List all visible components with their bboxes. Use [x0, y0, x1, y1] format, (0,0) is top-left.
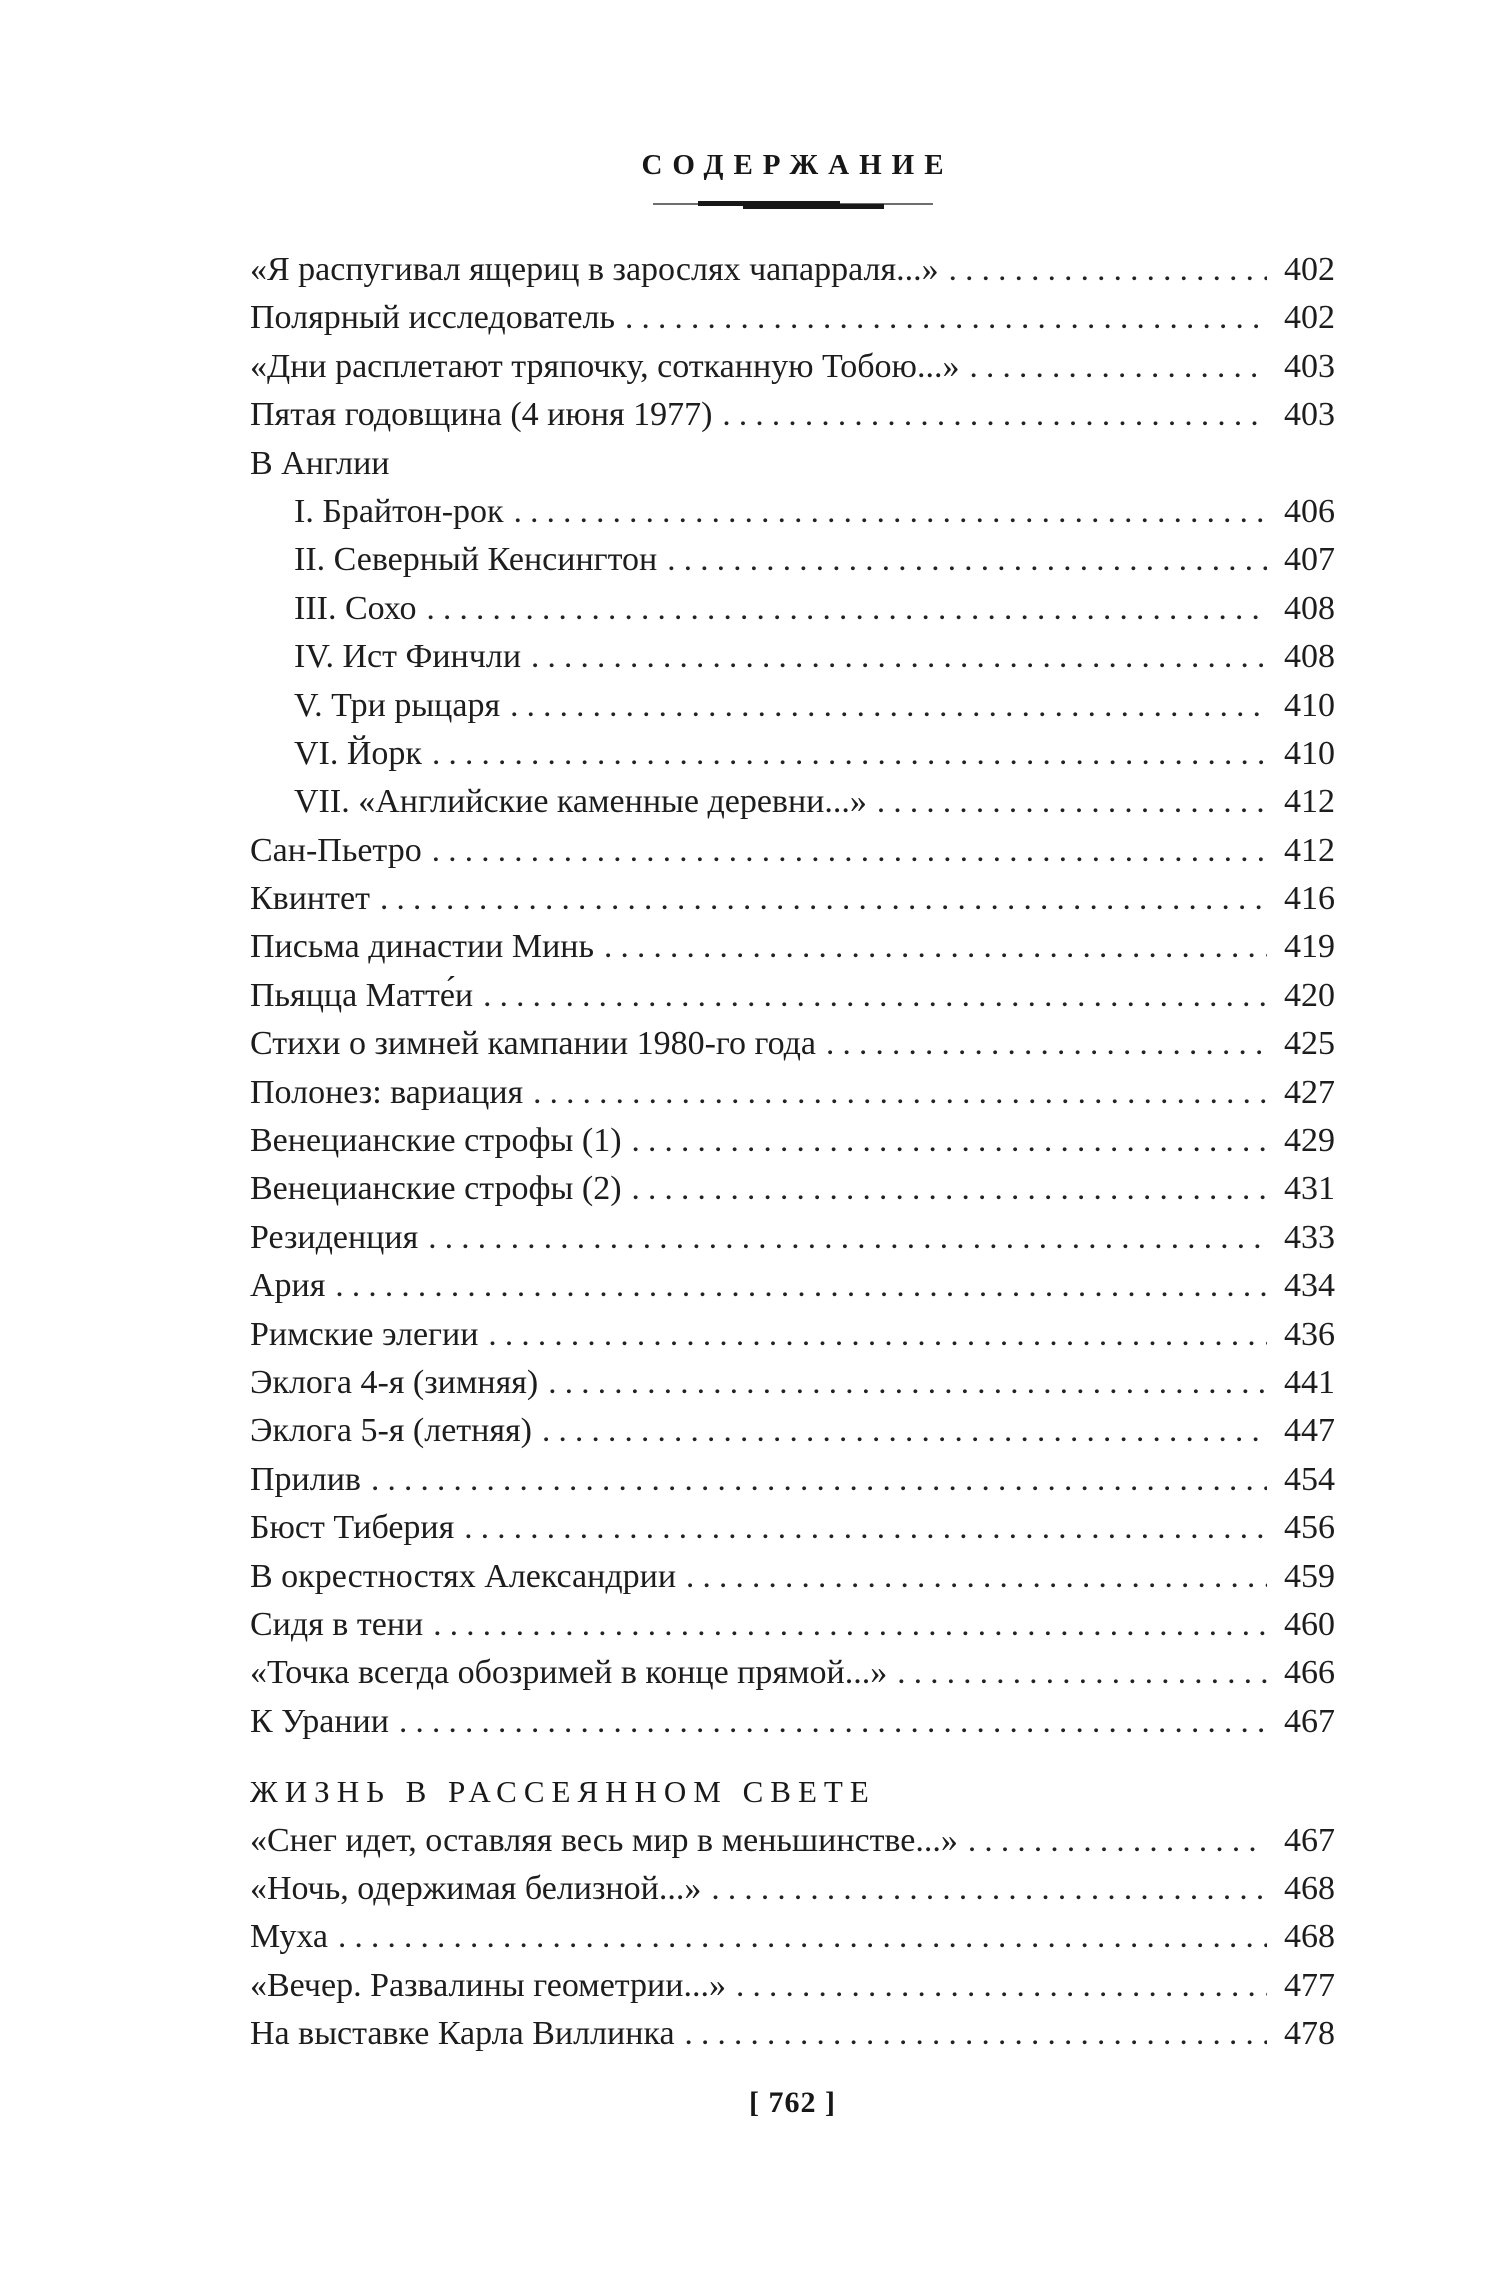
dot-leader — [335, 1262, 1267, 1310]
dot-leader — [432, 827, 1267, 875]
toc-entry-page: 436 — [1284, 1315, 1335, 1353]
toc-row — [250, 1698, 1335, 1746]
toc-row — [250, 633, 1335, 681]
toc-entry-title: Полярный исследователь — [250, 299, 615, 337]
dot-leader — [632, 1117, 1267, 1165]
toc-entry-page: 420 — [1284, 976, 1335, 1014]
toc-entry-title: «Ночь, одержимая белизной...» — [250, 1869, 702, 1907]
toc-entry-title: Сидя в тени — [250, 1605, 424, 1643]
toc-entry-page: 434 — [1284, 1267, 1335, 1305]
toc-entry-page: 460 — [1284, 1605, 1335, 1643]
toc-entry-title: «Точка всегда обозримей в конце прямой...» — [250, 1654, 888, 1692]
toc-row — [250, 1262, 1335, 1310]
toc-entry-page: 478 — [1284, 2015, 1335, 2053]
toc-entry-page: 419 — [1284, 928, 1335, 966]
toc-entry-page: 468 — [1284, 1869, 1335, 1907]
dot-leader — [949, 246, 1267, 294]
dot-leader — [433, 1601, 1267, 1649]
dot-leader — [464, 1504, 1267, 1552]
toc-entry-page: 459 — [1284, 1557, 1335, 1595]
toc-entry-page: 408 — [1284, 589, 1335, 627]
dot-leader — [968, 1817, 1267, 1865]
toc-row — [250, 923, 1335, 971]
dot-leader — [826, 1020, 1267, 1068]
toc-entry-page: 447 — [1284, 1412, 1335, 1450]
toc-row — [250, 1817, 1335, 1865]
toc-entry-page: 466 — [1284, 1654, 1335, 1692]
dot-leader — [483, 972, 1267, 1020]
toc-row — [250, 1117, 1335, 1165]
page-title: СОДЕРЖАНИЕ — [641, 149, 954, 181]
toc-row — [250, 246, 1335, 294]
toc-row — [250, 343, 1335, 391]
toc-entry-title: «Снег идет, оставляя весь мир в меньшинстве...» — [250, 1821, 958, 1859]
toc-entry-page: 403 — [1284, 396, 1335, 434]
toc-entry-page: 408 — [1284, 638, 1335, 676]
toc-entry-page: 429 — [1284, 1122, 1335, 1160]
toc-entry-title: ЖИЗНЬ В РАССЕЯННОМ СВЕТЕ — [250, 1774, 876, 1810]
text-block — [250, 0, 1335, 2120]
toc-row — [250, 1553, 1335, 1601]
dot-leader — [542, 1407, 1267, 1455]
toc-row — [250, 1214, 1335, 1262]
toc-entry-title: Муха — [250, 1918, 329, 1956]
toc-entry-title: Квинтет — [250, 880, 370, 918]
toc-entry-title: Ария — [250, 1267, 326, 1305]
page-number-folio: [ 762 ] — [749, 2086, 836, 2120]
dot-leader — [722, 391, 1267, 439]
toc-entry-page: 467 — [1284, 1821, 1335, 1859]
toc-entry-title: «Вечер. Развалины геометрии...» — [250, 1966, 726, 2004]
toc-entry-title: II. Северный Кенсингтон — [294, 541, 658, 579]
toc-entry-title: Прилив — [250, 1460, 361, 1498]
dot-leader — [736, 1962, 1267, 2010]
toc-entry-page: 427 — [1284, 1073, 1335, 1111]
dot-leader — [514, 488, 1267, 536]
dot-leader — [371, 1456, 1267, 1504]
toc-row — [250, 1649, 1335, 1697]
toc-row — [250, 778, 1335, 826]
dot-leader — [531, 633, 1267, 681]
toc-entry-page: 477 — [1284, 1966, 1335, 2004]
toc-row — [250, 1020, 1335, 1068]
toc-row — [250, 1165, 1335, 1213]
toc-entry-title: Стихи о зимней кампании 1980-го года — [250, 1025, 817, 1063]
toc-entry-page: 406 — [1284, 492, 1335, 530]
toc-entry-title: «Я распугивал ящериц в зарослях чапарраля...» — [250, 251, 939, 288]
toc-entry-page: 468 — [1284, 1918, 1335, 1956]
toc-entry-title: На выставке Карла Виллинка — [250, 2015, 675, 2053]
toc-entry-title: В Англии — [250, 444, 390, 482]
toc-entry-title: Венецианские строфы (2) — [250, 1170, 622, 1208]
toc-entry-page: 402 — [1284, 251, 1335, 288]
dot-leader — [604, 923, 1267, 971]
toc-row — [250, 391, 1335, 439]
dot-leader — [877, 778, 1267, 826]
toc-entry-title: V. Три рыцаря — [294, 686, 501, 724]
toc-entry-page: 410 — [1284, 734, 1335, 772]
dot-leader — [685, 2010, 1267, 2058]
dot-leader — [428, 1214, 1267, 1262]
dot-leader — [686, 1553, 1267, 1601]
toc-entry-title: «Дни расплетают тряпочку, сотканную Тобою...» — [250, 347, 960, 385]
toc-entry-title: Эклога 5-я (летняя) — [250, 1412, 532, 1450]
toc-row — [250, 1913, 1335, 1961]
toc-entry-title: III. Сохо — [294, 589, 417, 627]
toc-entry-title: Пятая годовщина (4 июня 1977) — [250, 396, 713, 434]
toc-row — [250, 1504, 1335, 1552]
dot-leader — [667, 536, 1267, 584]
dot-leader — [399, 1698, 1267, 1746]
dot-leader — [338, 1913, 1267, 1961]
dot-leader — [632, 1165, 1267, 1213]
title-divider-ornament — [653, 198, 933, 210]
toc-entry-page: 410 — [1284, 686, 1335, 724]
divider-thick-bar-lower — [743, 204, 884, 209]
toc-entry-page: 456 — [1284, 1509, 1335, 1547]
dot-leader — [533, 1069, 1267, 1117]
dot-leader — [427, 585, 1267, 633]
toc-row — [250, 488, 1335, 536]
toc-entry-page: 403 — [1284, 347, 1335, 385]
toc-row — [250, 1069, 1335, 1117]
dot-leader — [897, 1649, 1267, 1697]
toc-row — [250, 730, 1335, 778]
dot-leader — [711, 1865, 1267, 1913]
toc-row — [250, 1865, 1335, 1913]
toc-row — [250, 585, 1335, 633]
toc-entry-page: 441 — [1284, 1363, 1335, 1401]
toc-entry-title: VI. Йорк — [294, 734, 422, 772]
toc-entry-title: VII. «Английские каменные деревни...» — [294, 783, 867, 821]
toc-row — [250, 682, 1335, 730]
toc-entry-page: 407 — [1284, 541, 1335, 579]
toc-row — [250, 1962, 1335, 2010]
toc-entry-page: 431 — [1284, 1170, 1335, 1208]
toc-row — [250, 536, 1335, 584]
toc-entry-title: Эклога 4-я (зимняя) — [250, 1363, 539, 1401]
toc-entry-page: 425 — [1284, 1025, 1335, 1063]
toc-entry-page: 467 — [1284, 1702, 1335, 1740]
toc-entry-title: Резиденция — [250, 1218, 419, 1256]
toc-entry-title: Венецианские строфы (1) — [250, 1122, 622, 1160]
dot-leader — [969, 343, 1267, 391]
dot-leader — [510, 682, 1267, 730]
toc-entry-page: 416 — [1284, 880, 1335, 918]
toc-row — [250, 1407, 1335, 1455]
toc-entry-title: IV. Ист Финчли — [294, 638, 522, 676]
toc-entry-title: I. Брайтон-рок — [294, 492, 504, 530]
toc-row — [250, 1359, 1335, 1407]
dot-leader — [488, 1311, 1267, 1359]
toc-entry-page: 412 — [1284, 831, 1335, 869]
toc-list — [250, 246, 1335, 2058]
toc-row — [250, 1311, 1335, 1359]
toc-entry-page: 412 — [1284, 783, 1335, 821]
toc-entry-title: Письма династии Минь — [250, 928, 594, 966]
toc-entry-title: К Урании — [250, 1702, 389, 1740]
toc-entry-title: В окрестностях Александрии — [250, 1557, 677, 1595]
toc-entry-page: 454 — [1284, 1460, 1335, 1498]
toc-row — [250, 972, 1335, 1020]
toc-entry-title: Пьяцца Матте́и — [250, 976, 474, 1014]
toc-entry-page: 433 — [1284, 1218, 1335, 1256]
toc-row — [250, 827, 1335, 875]
dot-leader — [625, 294, 1267, 342]
toc-section-header — [250, 1768, 1335, 1816]
dot-leader — [432, 730, 1267, 778]
toc-entry-title: Сан-Пьетро — [250, 831, 422, 869]
toc-row — [250, 440, 1335, 488]
toc-row — [250, 1456, 1335, 1504]
toc-row — [250, 2010, 1335, 2058]
toc-row — [250, 875, 1335, 923]
toc-entry-page: 402 — [1284, 299, 1335, 337]
dot-leader — [380, 875, 1267, 923]
dot-leader — [548, 1359, 1267, 1407]
toc-entry-title: Римские элегии — [250, 1315, 479, 1353]
toc-row — [250, 1601, 1335, 1649]
toc-entry-title: Полонез: вариация — [250, 1073, 524, 1111]
toc-row — [250, 294, 1335, 342]
toc-entry-title: Бюст Тиберия — [250, 1509, 455, 1547]
